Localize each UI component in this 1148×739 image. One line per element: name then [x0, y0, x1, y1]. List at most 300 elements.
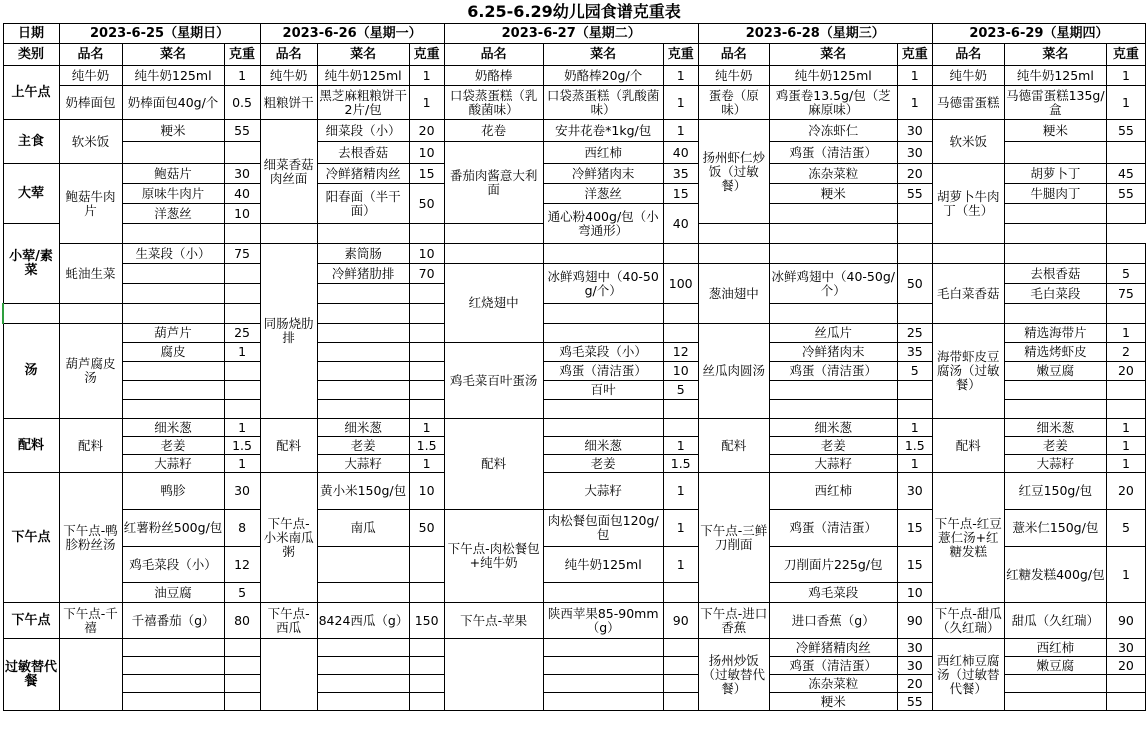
dish-cell	[698, 244, 769, 264]
item-cell: 纯牛奶125ml	[769, 66, 897, 86]
dish-cell: 配料	[59, 419, 122, 473]
dish-cell: 奶酪棒	[444, 66, 543, 86]
grams-cell	[409, 324, 444, 343]
grams-cell: 1	[897, 419, 932, 437]
grams-cell	[409, 583, 444, 603]
grams-cell: 50	[409, 184, 444, 224]
dish-cell: 胡萝卜牛肉丁（生）	[932, 164, 1004, 244]
item-cell: 冻杂菜粒	[769, 675, 897, 693]
grams-cell: 30	[1106, 639, 1145, 657]
dish-cell: 丝瓜肉圆汤	[698, 324, 769, 419]
item-cell	[1004, 304, 1106, 324]
day-header: 2023-6-25（星期日）	[59, 24, 260, 44]
item-cell: 老姜	[769, 437, 897, 455]
grams-cell: 8	[224, 510, 260, 547]
grams-cell: 1	[224, 66, 260, 86]
item-cell	[543, 675, 663, 693]
grams-cell: 5	[1106, 264, 1145, 284]
grams-cell: 30	[897, 657, 932, 675]
dish-cell	[444, 244, 543, 264]
grams-cell	[663, 583, 698, 603]
item-cell: 嫩豆腐	[1004, 362, 1106, 381]
grams-cell: 12	[224, 547, 260, 583]
item-cell: 安井花卷*1kg/包	[543, 120, 663, 142]
grams-cell	[409, 675, 444, 693]
grams-cell: 90	[897, 603, 932, 639]
dish-cell: 配料	[932, 419, 1004, 473]
item-cell	[122, 657, 224, 675]
item-cell	[543, 400, 663, 419]
item-cell: 粳米	[1004, 120, 1106, 142]
item-cell: 肉松餐包面包120g/包	[543, 510, 663, 547]
grams-cell: 10	[224, 204, 260, 224]
item-cell: 鸡蛋（清洁蛋）	[769, 657, 897, 675]
item-cell: 洋葱丝	[122, 204, 224, 224]
grams-cell: 10	[897, 583, 932, 603]
item-cell	[769, 304, 897, 324]
column-header: 克重	[897, 44, 932, 66]
date-label: 日期	[3, 24, 59, 44]
grams-cell: 1.5	[897, 437, 932, 455]
dish-cell: 下午点-肉松餐包+纯牛奶	[444, 510, 543, 603]
grams-cell: 90	[663, 603, 698, 639]
grams-cell: 30	[897, 142, 932, 164]
item-cell	[317, 381, 409, 400]
dish-cell	[444, 224, 543, 244]
item-cell	[317, 362, 409, 381]
dish-cell: 毛白菜香菇	[932, 264, 1004, 324]
grams-cell: 55	[224, 120, 260, 142]
item-cell: 鸡蛋（清洁蛋）	[769, 510, 897, 547]
grams-cell: 40	[224, 184, 260, 204]
column-header: 克重	[1106, 44, 1145, 66]
item-cell: 去根香菇	[1004, 264, 1106, 284]
item-cell: 南瓜	[317, 510, 409, 547]
grams-cell	[1106, 204, 1145, 224]
grams-cell	[409, 381, 444, 400]
item-cell: 陕西苹果85-90mm（g）	[543, 603, 663, 639]
category-label: 类别	[3, 44, 59, 66]
item-cell	[317, 639, 409, 657]
column-header: 菜名	[1004, 44, 1106, 66]
item-cell	[543, 639, 663, 657]
dish-cell: 下午点-西瓜	[260, 603, 317, 639]
dish-cell: 口袋蒸蛋糕（乳酸菌味）	[444, 86, 543, 120]
column-header: 品名	[698, 44, 769, 66]
grams-cell: 1.5	[224, 437, 260, 455]
dish-cell: 下午点-三鲜刀削面	[698, 473, 769, 603]
grams-cell	[224, 400, 260, 419]
item-cell	[698, 224, 769, 244]
item-cell: 薏米仁150g/包	[1004, 510, 1106, 547]
item-cell	[1004, 400, 1106, 419]
item-cell: 冷冻虾仁	[769, 120, 897, 142]
item-cell: 老姜	[122, 437, 224, 455]
dish-cell	[932, 244, 1004, 264]
item-cell: 鸡毛菜段（小）	[122, 547, 224, 583]
grams-cell	[224, 657, 260, 675]
item-cell	[543, 657, 663, 675]
item-cell: 冻杂菜粒	[769, 164, 897, 184]
grams-cell: 40	[663, 142, 698, 164]
item-cell	[1004, 693, 1106, 711]
dish-cell: 花卷	[444, 120, 543, 142]
item-cell: 大蒜籽	[122, 455, 224, 473]
category-small-meat: 小荤/素菜	[3, 224, 59, 304]
grams-cell: 50	[897, 264, 932, 304]
grams-cell	[409, 400, 444, 419]
item-cell: 牛腿肉丁	[1004, 184, 1106, 204]
item-cell: 刀削面片225g/包	[769, 547, 897, 583]
grams-cell	[1106, 304, 1145, 324]
menu-table	[2, 23, 1146, 711]
item-cell	[543, 244, 663, 264]
dish-cell: 纯牛奶	[932, 66, 1004, 86]
item-cell	[122, 675, 224, 693]
grams-cell	[1106, 381, 1145, 400]
grams-cell: 35	[663, 164, 698, 184]
dish-cell: 蛋卷（原味）	[698, 86, 769, 120]
item-cell	[543, 693, 663, 711]
grams-cell: 1	[224, 343, 260, 362]
grams-cell	[224, 693, 260, 711]
item-cell: 鲍菇片	[122, 164, 224, 184]
dish-cell: 下午点-苹果	[444, 603, 543, 639]
item-cell	[317, 693, 409, 711]
dish-cell: 鲍菇牛肉片	[59, 164, 122, 244]
item-cell: 鸡蛋卷13.5g/包（芝麻原味）	[769, 86, 897, 120]
grams-cell: 1	[663, 66, 698, 86]
item-cell: 鸡蛋（清洁蛋）	[769, 142, 897, 164]
item-cell	[317, 583, 409, 603]
grams-cell	[409, 693, 444, 711]
item-cell: 去根香菇	[317, 142, 409, 164]
grams-cell	[409, 657, 444, 675]
item-cell: 油豆腐	[122, 583, 224, 603]
grams-cell: 45	[1106, 164, 1145, 184]
grams-cell	[663, 400, 698, 419]
grams-cell: 1	[663, 120, 698, 142]
grams-cell: 1	[224, 419, 260, 437]
item-cell: 鸡蛋（清洁蛋）	[769, 362, 897, 381]
grams-cell	[1106, 244, 1145, 264]
dish-cell	[260, 224, 317, 244]
grams-cell: 20	[1106, 473, 1145, 510]
item-cell	[317, 675, 409, 693]
item-cell: 细米葱	[543, 437, 663, 455]
item-cell: 鸭胗	[122, 473, 224, 510]
item-cell	[1004, 675, 1106, 693]
category-seasoning: 配料	[3, 419, 59, 473]
item-cell: 细米葱	[122, 419, 224, 437]
item-cell: 精选烤虾皮	[1004, 343, 1106, 362]
grams-cell: 1	[1106, 66, 1145, 86]
item-cell: 细菜段（小）	[317, 120, 409, 142]
column-header: 菜名	[122, 44, 224, 66]
dish-cell: 葱油翅中	[698, 264, 769, 324]
item-cell	[769, 400, 897, 419]
item-cell: 纯牛奶125ml	[122, 66, 224, 86]
grams-cell	[224, 675, 260, 693]
grams-cell: 150	[409, 603, 444, 639]
item-cell: 冰鲜鸡翅中（40-50g/个）	[543, 264, 663, 304]
grams-cell: 1	[1106, 419, 1145, 437]
grams-cell: 10	[663, 362, 698, 381]
grams-cell: 80	[224, 603, 260, 639]
item-cell	[317, 343, 409, 362]
item-cell: 毛白菜段	[1004, 284, 1106, 304]
item-cell: 胡萝卜丁	[1004, 164, 1106, 184]
grams-cell	[1106, 693, 1145, 711]
column-header: 品名	[932, 44, 1004, 66]
dish-cell: 下午点-鸭胗粉丝汤	[59, 473, 122, 603]
dish-cell: 粗粮饼干	[260, 86, 317, 120]
dish-cell	[260, 639, 317, 711]
grams-cell: 0.5	[224, 86, 260, 120]
grams-cell: 1	[409, 455, 444, 473]
grams-cell	[409, 284, 444, 304]
item-cell: 嫩豆腐	[1004, 657, 1106, 675]
dish-cell: 下午点-甜瓜（久红瑞）	[932, 603, 1004, 639]
item-cell: 千禧番茄（g）	[122, 603, 224, 639]
item-cell: 马德雷蛋糕135g/盒	[1004, 86, 1106, 120]
item-cell: 大蒜籽	[769, 455, 897, 473]
item-cell	[543, 419, 663, 437]
item-cell: 鸡毛菜段（小）	[543, 343, 663, 362]
item-cell: 西红柿	[1004, 639, 1106, 657]
item-cell: 西红柿	[543, 142, 663, 164]
item-cell: 细米葱	[769, 419, 897, 437]
grams-cell: 15	[663, 184, 698, 204]
item-cell: 生菜段（小）	[122, 244, 224, 264]
grams-cell: 70	[409, 264, 444, 284]
category-meat: 大荤	[3, 164, 59, 224]
grams-cell: 1	[897, 66, 932, 86]
item-cell	[1004, 142, 1106, 164]
grams-cell	[897, 304, 932, 324]
item-cell: 冰鲜鸡翅中（40-50g/个）	[769, 264, 897, 304]
item-cell	[769, 244, 897, 264]
dish-cell: 葫芦腐皮汤	[59, 324, 122, 419]
dish-cell: 配料	[260, 419, 317, 473]
item-cell	[543, 583, 663, 603]
grams-cell	[224, 304, 260, 324]
dish-cell: 细菜香菇肉丝面	[260, 120, 317, 224]
grams-cell: 15	[409, 164, 444, 184]
grams-cell	[224, 362, 260, 381]
item-cell: 素筒肠	[317, 244, 409, 264]
dish-cell: 蚝油生菜	[59, 244, 122, 304]
category-morning: 上午点	[3, 66, 59, 120]
item-cell	[122, 381, 224, 400]
grams-cell: 30	[224, 473, 260, 510]
grams-cell: 15	[897, 547, 932, 583]
dish-cell: 下午点-小米南瓜粥	[260, 473, 317, 603]
dish-cell: 扬州炒饭（过敏替代餐）	[698, 639, 769, 711]
grams-cell: 5	[897, 362, 932, 381]
grams-cell	[663, 419, 698, 437]
dish-cell	[59, 639, 122, 711]
grams-cell: 1.5	[409, 437, 444, 455]
grams-cell	[224, 639, 260, 657]
item-cell: 8424西瓜（g）	[317, 603, 409, 639]
grams-cell: 1	[409, 86, 444, 120]
grams-cell: 75	[1106, 284, 1145, 304]
item-cell: 精选海带片	[1004, 324, 1106, 343]
grams-cell	[224, 264, 260, 284]
grams-cell: 55	[897, 184, 932, 204]
item-cell: 黑芝麻粗粮饼干2片/包	[317, 86, 409, 120]
grams-cell	[409, 639, 444, 657]
grams-cell: 1	[409, 419, 444, 437]
grams-cell	[224, 224, 260, 244]
item-cell	[122, 284, 224, 304]
item-cell	[122, 400, 224, 419]
item-cell	[122, 639, 224, 657]
item-cell	[317, 224, 409, 244]
column-header: 菜名	[543, 44, 663, 66]
item-cell	[122, 264, 224, 284]
grams-cell	[224, 381, 260, 400]
item-cell: 细米葱	[1004, 419, 1106, 437]
grams-cell	[897, 400, 932, 419]
column-header: 菜名	[769, 44, 897, 66]
dish-cell: 海带虾皮豆腐汤（过敏餐）	[932, 324, 1004, 419]
dish-cell: 西红柿豆腐汤（过敏替代餐）	[932, 639, 1004, 711]
grams-cell	[1106, 675, 1145, 693]
grams-cell: 1	[1106, 547, 1145, 603]
grams-cell: 1	[663, 473, 698, 510]
grams-cell: 1	[663, 437, 698, 455]
category-staple: 主食	[3, 120, 59, 164]
item-cell	[543, 304, 663, 324]
grams-cell: 55	[1106, 120, 1145, 142]
item-cell	[897, 224, 932, 244]
item-cell: 奶棒面包40g/个	[122, 86, 224, 120]
item-cell: 纯牛奶125ml	[543, 547, 663, 583]
grams-cell: 100	[663, 264, 698, 304]
grams-cell: 1.5	[663, 455, 698, 473]
item-cell: 细米葱	[317, 419, 409, 437]
item-cell: 老姜	[317, 437, 409, 455]
item-cell: 阳春面（半干面）	[317, 184, 409, 224]
dish-cell: 软米饭	[932, 120, 1004, 164]
item-cell: 老姜	[1004, 437, 1106, 455]
item-cell: 大蒜籽	[1004, 455, 1106, 473]
grams-cell	[224, 284, 260, 304]
item-cell: 葫芦片	[122, 324, 224, 343]
grams-cell	[409, 304, 444, 324]
item-cell: 奶酪棒20g/个	[543, 66, 663, 86]
column-header: 菜名	[317, 44, 409, 66]
grams-cell: 1	[409, 66, 444, 86]
item-cell: 洋葱丝	[543, 184, 663, 204]
item-cell: 红豆150g/包	[1004, 473, 1106, 510]
grams-cell: 55	[897, 693, 932, 711]
item-cell: 冷鲜猪精肉丝	[317, 164, 409, 184]
grams-cell	[409, 547, 444, 583]
grams-cell	[663, 675, 698, 693]
column-header: 品名	[260, 44, 317, 66]
grams-cell: 20	[1106, 657, 1145, 675]
dish-cell	[59, 304, 122, 324]
item-cell	[317, 324, 409, 343]
grams-cell: 1	[897, 86, 932, 120]
dish-cell: 纯牛奶	[260, 66, 317, 86]
item-cell	[122, 304, 224, 324]
dish-cell: 配料	[698, 419, 769, 473]
dish-cell: 鸡毛菜百叶蛋汤	[444, 343, 543, 419]
column-header: 克重	[224, 44, 260, 66]
grams-cell: 30	[224, 164, 260, 184]
grams-cell: 15	[897, 510, 932, 547]
column-header: 品名	[444, 44, 543, 66]
day-header: 2023-6-29（星期四）	[932, 24, 1145, 44]
item-cell: 冷鲜猪肉末	[543, 164, 663, 184]
grams-cell: 1	[663, 510, 698, 547]
dish-cell: 番茄肉酱意大利面	[444, 142, 543, 224]
dish-cell: 纯牛奶	[59, 66, 122, 86]
item-cell	[122, 224, 224, 244]
category-allergy: 过敏替代餐	[3, 639, 59, 711]
item-cell	[317, 547, 409, 583]
column-header: 克重	[663, 44, 698, 66]
grams-cell: 55	[1106, 184, 1145, 204]
item-cell: 鸡蛋（清洁蛋）	[543, 362, 663, 381]
item-cell: 西红柿	[769, 473, 897, 510]
sheet-title: 6.25-6.29幼儿园食谱克重表	[467, 2, 681, 21]
dish-cell: 下午点-千禧	[59, 603, 122, 639]
dish-cell: 下午点-进口香蕉	[698, 603, 769, 639]
grams-cell: 1	[1106, 455, 1145, 473]
item-cell: 黄小米150g/包	[317, 473, 409, 510]
grams-cell: 50	[409, 510, 444, 547]
grams-cell: 30	[897, 639, 932, 657]
grams-cell	[897, 244, 932, 264]
day-header: 2023-6-27（星期二）	[444, 24, 698, 44]
item-cell: 老姜	[543, 455, 663, 473]
dish-cell: 马德雷蛋糕	[932, 86, 1004, 120]
item-cell	[1004, 244, 1106, 264]
dish-cell: 软米饭	[59, 120, 122, 164]
grams-cell: 1	[663, 547, 698, 583]
item-cell: 甜瓜（久红瑞）	[1004, 603, 1106, 639]
grams-cell: 5	[663, 381, 698, 400]
category-soup: 汤	[3, 324, 59, 419]
grams-cell: 20	[897, 164, 932, 184]
grams-cell: 25	[224, 324, 260, 343]
grams-cell	[224, 142, 260, 164]
grams-cell: 1	[1106, 437, 1145, 455]
grams-cell	[663, 244, 698, 264]
grams-cell: 25	[897, 324, 932, 343]
item-cell: 腐皮	[122, 343, 224, 362]
grams-cell: 35	[897, 343, 932, 362]
grams-cell	[1106, 400, 1145, 419]
grams-cell: 1	[1106, 324, 1145, 343]
grams-cell: 5	[1106, 510, 1145, 547]
dish-cell: 下午点-红豆薏仁汤+红糖发糕	[932, 473, 1004, 603]
category-spacer	[3, 304, 59, 324]
grams-cell: 20	[897, 675, 932, 693]
item-cell	[122, 693, 224, 711]
item-cell: 口袋蒸蛋糕（乳酸菌味）	[543, 86, 663, 120]
grams-cell	[769, 224, 897, 244]
item-cell: 通心粉400g/包（小弯通形）	[543, 204, 663, 244]
item-cell: 大蒜籽	[317, 455, 409, 473]
grams-cell: 5	[224, 583, 260, 603]
item-cell	[769, 204, 897, 224]
